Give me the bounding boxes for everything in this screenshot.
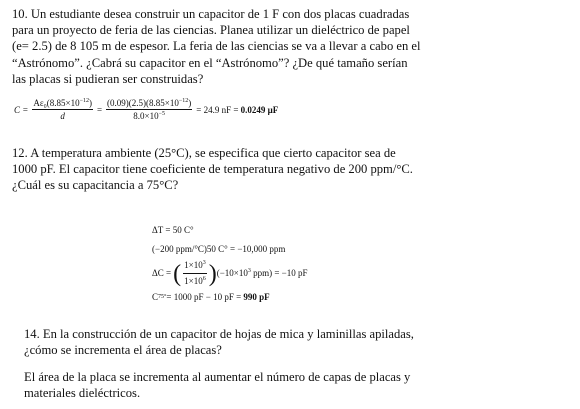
solution-frac-num-exp: 3 <box>202 260 206 266</box>
solution-line4-mid: = 1000 pF − 10 pF = <box>166 292 242 302</box>
eq-frac1-numerator <box>32 98 93 110</box>
a14-line: El área de la placa se incrementa al aumentar el número de capas de placas y <box>24 370 411 384</box>
solution-frac-den-text: 1×10 <box>184 276 203 286</box>
solution-line-2: (−200 ppm/°C)50 C° = −10,000 ppm <box>152 244 286 254</box>
q10-line: para un proyecto de feria de las ciencias. Planea utilizar un dieléctrico de papel <box>12 23 410 38</box>
eq-equals: = <box>96 104 103 115</box>
eq-frac2-denominator <box>132 110 166 121</box>
eq-lhs: C = <box>14 104 29 115</box>
eq-frac2-num-end: ) <box>188 98 192 108</box>
solution-paren-group <box>173 259 217 288</box>
solution-line-4 <box>152 291 308 304</box>
right-paren: ) <box>208 260 217 287</box>
eq-fraction-2 <box>106 98 192 121</box>
eq-frac2-den-exp: −5 <box>158 111 165 117</box>
solution-fraction <box>183 259 207 288</box>
q14-line: ¿cómo se incrementa el área de placas? <box>24 343 222 358</box>
q10-equation <box>12 98 280 121</box>
eq-frac2-den-text: 8.0×10 <box>133 111 159 121</box>
question-10 <box>12 6 568 87</box>
eq-frac1-denominator: d <box>60 111 65 121</box>
solution-frac-denominator <box>183 274 207 288</box>
solution-rhs-end: ppm) = −10 pF <box>250 268 308 278</box>
eq-fraction-1 <box>32 98 93 121</box>
solution-line4-bold: 990 pF <box>243 292 270 302</box>
eq-result <box>196 105 278 115</box>
question-12 <box>12 145 568 194</box>
q12-solution <box>152 224 308 304</box>
solution-frac-numerator <box>183 259 207 274</box>
eq-frac2-num-text: (0.09)(2.5)(8.85×10 <box>107 98 179 108</box>
answer-14 <box>24 369 564 401</box>
eq-frac1-num-end: ) <box>88 98 92 108</box>
eq-frac1-num-text: Aε₀(8.85×10 <box>33 98 80 108</box>
solution-line4-lhs: C <box>152 292 159 302</box>
q10-line: las placas si pudieran ser construidas? <box>12 71 204 86</box>
eq-frac2-num-exp: −12 <box>178 98 189 104</box>
q10-line: (e= 2.5) de 8 105 m de espesor. La feria de las ciencias se va a llevar a cabo en el <box>12 39 421 54</box>
solution-line-1: ΔT = 50 C° <box>152 225 194 235</box>
eq-frac1-num-exp: −12 <box>79 98 89 104</box>
solution-line4-sub: 75° <box>158 294 167 300</box>
left-paren: ( <box>173 260 182 287</box>
q12-line: 12. A temperatura ambiente (25°C), se especifica que cierto capacitor sea de <box>12 146 396 160</box>
a14-line: materiales dieléctricos. <box>24 386 141 401</box>
solution-rhs-exp: 3 <box>247 268 251 274</box>
q12-line: 1000 pF. El capacitor tiene coeficiente de temperatura negativo de 200 ppm/°C. <box>12 162 413 177</box>
solution-line3-rhs <box>217 267 308 280</box>
q14-line: 14. En la construcción de un capacitor de hojas de mica y laminillas apiladas, <box>24 327 414 341</box>
solution-frac-num-text: 1×10 <box>184 260 203 270</box>
solution-line3-lhs: ΔC = <box>152 268 172 278</box>
q12-line: ¿Cuál es su capacitancia a 75°C? <box>12 178 179 193</box>
question-14 <box>24 326 564 358</box>
eq-result-bold: 0.0249 μF <box>240 104 279 115</box>
solution-frac-den-exp: 6 <box>202 276 206 282</box>
solution-rhs-text: (−10×10 <box>216 268 248 278</box>
eq-result-prefix: = 24.9 nF = <box>196 104 239 115</box>
q10-line: 10. Un estudiante desea construir un capacitor de 1 F con dos placas cuadradas <box>12 7 410 21</box>
solution-line-3 <box>152 259 308 288</box>
eq-frac2-numerator <box>106 98 192 110</box>
q10-line: “Astrónomo”. ¿Cabrá su capacitor en el “Astrónomo”? ¿De qué tamaño serían <box>12 55 408 70</box>
